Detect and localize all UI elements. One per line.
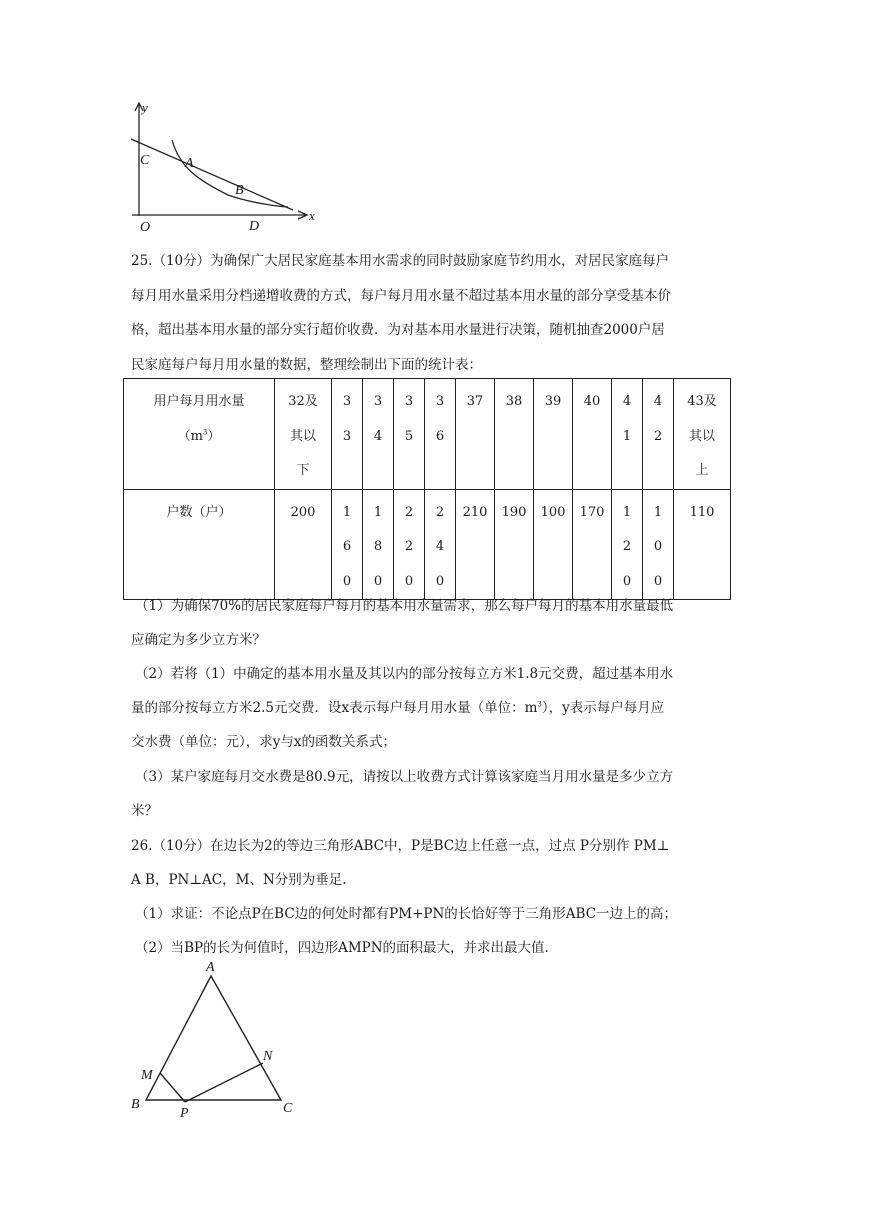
q25-line-2: 每月用水量采用分档递增收费的方式，每户每月用水量不超过基本用水量的部分享受基本价 xyxy=(131,288,671,304)
label-a: A xyxy=(206,960,215,975)
table-cell: 40 xyxy=(573,379,612,490)
label-n: N xyxy=(263,1049,273,1064)
table-cell: 39 xyxy=(534,379,573,490)
table-cell: 2 4 0 xyxy=(425,489,456,600)
table-row-usage xyxy=(124,379,731,490)
table-header-usage xyxy=(124,379,275,490)
q25-line-1: 25.（10分）为确保广大居民家庭基本用水需求的同时鼓励家庭节约用水，对居民家庭每户 xyxy=(131,253,670,269)
table-cell: 3 5 xyxy=(394,379,425,490)
table-cell: 43及 其以 上 xyxy=(674,379,731,490)
table-cell: 110 xyxy=(674,489,731,600)
q26-line-1: 26.（10分）在边长为2的等边三角形ABC中，P是BC边上任意一点，过点 P分别作 PM⊥ xyxy=(131,838,670,854)
table-cell: 3 3 xyxy=(332,379,363,490)
water-usage-table xyxy=(123,378,731,600)
q26-line-2: A B，PN⊥AC，M、N分别为垂足. xyxy=(131,872,347,888)
table-cell: 4 1 xyxy=(612,379,643,490)
table-cell: 3 6 xyxy=(425,379,456,490)
table-row-households xyxy=(124,489,731,600)
usage-header-text: 用户每月用水量 xyxy=(153,394,245,409)
label-b: B xyxy=(131,1097,140,1112)
table-cell: 1 2 0 xyxy=(612,489,643,600)
label-d: D xyxy=(249,219,260,234)
table-cell: 100 xyxy=(534,489,573,600)
table-cell: 1 6 0 xyxy=(332,489,363,600)
q25-part1-line-2: 应确定为多少立方米？ xyxy=(131,632,266,648)
usage-header-unit: $(m^3)$ xyxy=(177,428,221,444)
q25-line-4: 民家庭每户每月用水量的数据，整理绘制出下面的统计表： xyxy=(131,357,482,373)
q25-part2-line-3: 交水费（单位：元），求y与x的函数关系式； xyxy=(131,734,396,750)
q25-part3-line-1: （3）某户家庭每月交水费是80.9元，请按以上收费方式计算该家庭当月用水量是多少立方 xyxy=(135,769,674,785)
triangle-figure xyxy=(126,956,306,1121)
q25-part1-line-1: （1）为确保70%的居民家庭每户每月的基本用水量需求，那么每户每月的基本用水量最低 xyxy=(135,598,674,614)
label-m: M xyxy=(141,1068,153,1083)
table-cell: 170 xyxy=(573,489,612,600)
table-cell: 190 xyxy=(495,489,534,600)
table-header-households: 户数（户） xyxy=(124,489,275,600)
segment-pn xyxy=(185,1063,263,1102)
q25-part2-line-2: 量的部分按每立方米2.5元交费．设x表示每户每月用水量（单位：$m^3$），y表示每户每月应 xyxy=(131,700,665,716)
q25-part3-line-2: 米？ xyxy=(131,803,158,819)
q26-part1: （1）求证：不论点P在BC边的何处时都有PM+PN的长恰好等于三角形ABC一边上的高； xyxy=(135,906,678,922)
label-p: P xyxy=(180,1106,189,1121)
label-x: x xyxy=(309,208,315,223)
q25-line-3: 格，超出基本用水量的部分实行超价收费．为对基本用水量进行决策，随机抽查2000户居 xyxy=(131,322,665,338)
table-cell: 1 0 0 xyxy=(643,489,674,600)
table-cell: 2 2 0 xyxy=(394,489,425,600)
q26-part2: （2）当BP的长为何值时，四边形AMPN的面积最大，并求出最大值. xyxy=(135,940,549,956)
label-y: y xyxy=(142,100,148,115)
label-o: O xyxy=(140,220,151,235)
segment-pm xyxy=(160,1073,185,1102)
label-c: C xyxy=(283,1101,293,1116)
function-graph-figure xyxy=(128,98,318,238)
table-cell: 3 4 xyxy=(363,379,394,490)
q25-part2-line-1: （2）若将（1）中确定的基本用水量及其以内的部分按每立方米1.8元交费，超过基本用水 xyxy=(135,666,674,682)
label-c: C xyxy=(140,153,150,168)
table-cell: 32及 其以 下 xyxy=(275,379,332,490)
table-cell: 38 xyxy=(495,379,534,490)
table-cell: 1 8 0 xyxy=(363,489,394,600)
line-cd xyxy=(131,139,293,210)
hyperbola-curve xyxy=(172,140,288,207)
table-cell: 210 xyxy=(456,489,495,600)
label-a: A xyxy=(185,156,194,171)
label-b: B xyxy=(235,183,244,198)
triangle-abc xyxy=(146,976,281,1100)
table-cell: 4 2 xyxy=(643,379,674,490)
table-cell: 200 xyxy=(275,489,332,600)
table-cell: 37 xyxy=(456,379,495,490)
